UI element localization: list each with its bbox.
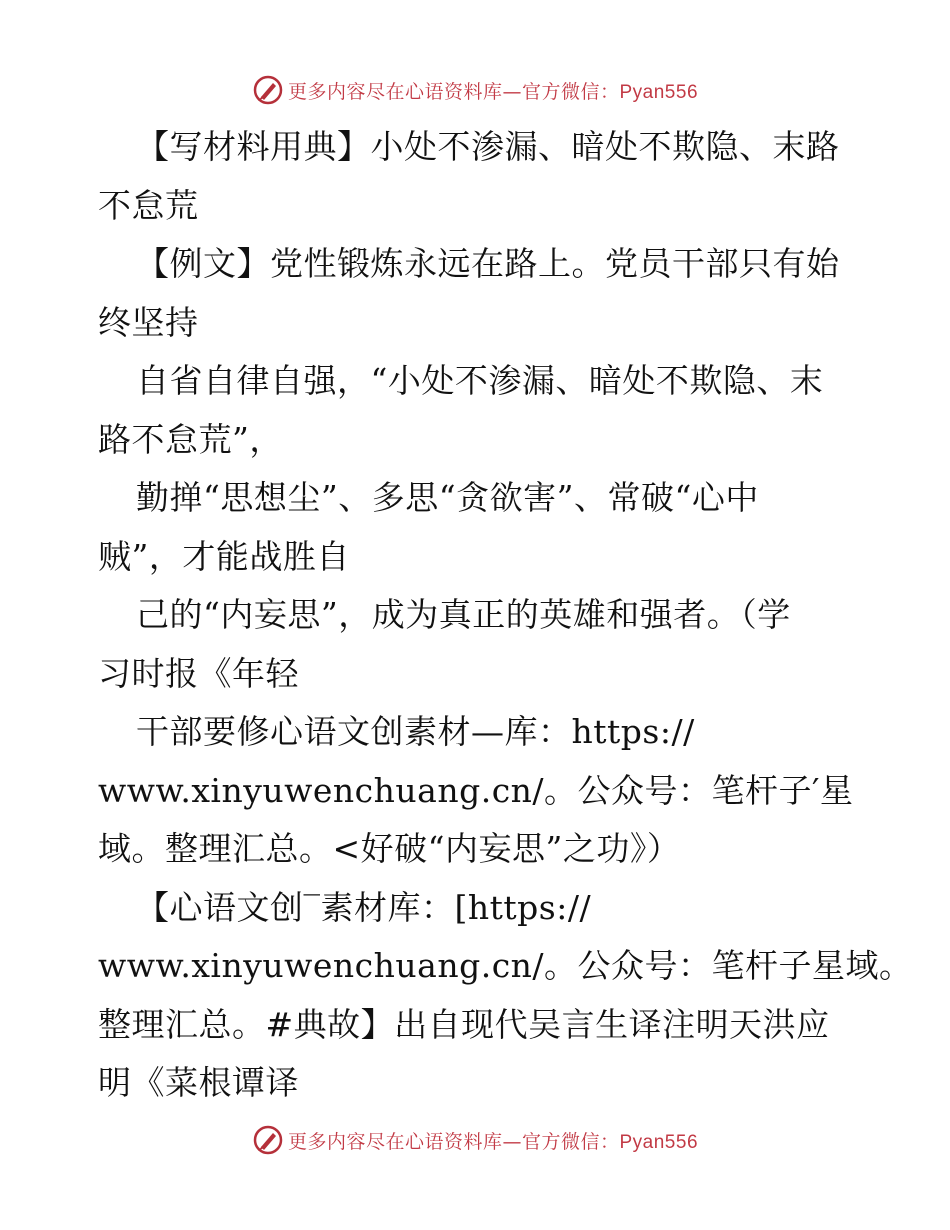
text-line: www.xinyuwenchuang.cn/。公众号：笔杆子星域。	[98, 946, 913, 985]
banner-main-text: 更多内容尽在心语资料库	[287, 80, 503, 103]
banner-main-text: 更多内容尽在心语资料库	[287, 1130, 503, 1153]
banner-dash: —	[502, 80, 522, 103]
banner-wechat-id: Pyan556	[619, 81, 699, 103]
brand-logo-icon	[252, 1124, 284, 1156]
text-line: 整理汇总。#典故】出自现代吴言生译注明天洪应	[98, 1004, 830, 1044]
banner-wechat-id: Pyan556	[619, 1131, 699, 1153]
banner-text	[288, 77, 698, 104]
text-line: 域。整理汇总。<好破“内妄思”之功》）	[98, 829, 681, 868]
document-body	[98, 118, 913, 1113]
text-line: 习时报《年轻	[98, 653, 299, 693]
banner-dash: —	[502, 1130, 522, 1153]
text-line: 【例文】党性锻炼永远在路上。党员干部只有始	[136, 244, 840, 283]
brand-logo-icon	[252, 74, 284, 106]
text-line: 干部要修心语文创素材—库：https://	[136, 712, 695, 751]
text-line: 自省自律自强，“小处不渗漏、暗处不欺隐、末	[136, 361, 824, 400]
text-line: 明《菜根谭译	[98, 1063, 299, 1102]
banner-official-label: 官方微信：	[521, 80, 620, 103]
text-line: www.xinyuwenchuang.cn/。公众号：笔杆子′星	[98, 770, 854, 810]
text-line: 不怠荒	[98, 185, 199, 225]
banner-text	[288, 1127, 698, 1154]
text-line: 己的“内妄思”，成为真正的英雄和强者。（学	[136, 595, 791, 634]
text-line: 【写材料用典】小处不渗漏、暗处不欺隐、末路	[136, 127, 840, 166]
header-banner	[0, 70, 950, 110]
text-line: 终坚持	[98, 302, 199, 342]
text-line: 路不怠荒”，	[98, 419, 283, 459]
footer-banner	[0, 1120, 950, 1160]
banner-official-label: 官方微信：	[521, 1130, 620, 1153]
text-line: 贼”，才能战胜自	[98, 536, 350, 576]
text-line: 【心语文创‾素材库：[https://	[136, 887, 592, 927]
text-line: 勤掸“思想尘”、多思“贪欲害”、常破“心中	[136, 478, 759, 517]
